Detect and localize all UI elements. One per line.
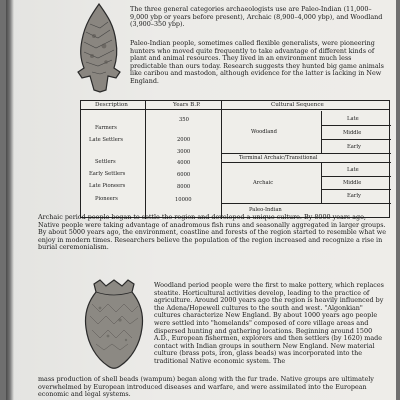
desc-farmers: Farmers [95, 125, 117, 131]
header-cultural-sequence: Cultural Sequence [271, 102, 324, 108]
year-8000: 8000 [177, 184, 191, 190]
woodland-late: Late [347, 116, 359, 122]
header-description: Description [95, 102, 128, 108]
document-page [6, 0, 396, 400]
archaic-bottom-line [221, 203, 391, 204]
year-6000: 6000 [177, 172, 191, 178]
archaic-early: Early [347, 193, 361, 199]
closing-paragraph: mass production of shell beads (wampum) began along with the fur trade. Native groups are ultimately overwhelmed by European introduced diseases and warfare, and were assimilated into the European economic and legal systems. [38, 375, 374, 399]
projectile-point-illustration [76, 2, 122, 94]
woodland-middle: Middle [343, 130, 362, 136]
desc-late-pioneers: Late Pioneers [89, 183, 126, 189]
archaic-sub-divider [321, 163, 322, 203]
page-edge-shadow [6, 0, 14, 400]
chronology-table [80, 100, 390, 218]
year-350: 350 [179, 117, 189, 123]
desc-settlers: Settlers [95, 159, 116, 165]
woodland-period-paragraph: Woodland period people were the first to make pottery, which replaces steatite. Horticultural activities develop, leading to the practice of agriculture. Around 2000 years ago the region is heavily influenced by the Adena/Hopewell cultures to the south and west. "Algonkian" cultures characterize New England. By about 1000 years ago people were settled into "homelands" composed of core village areas and dispersed hunting and gathering locations. Beginning around 1500 A.D., European fishermen, explorers and then settlers (by 1620) made contact with Indian groups in southern New England. New material culture (brass pots, iron, glass beads) was incorporated into the traditional Native economic system. The [154, 281, 384, 365]
year-2000: 2000 [177, 137, 191, 143]
archaic-middle-line [321, 189, 391, 190]
woodland-sub-divider [321, 111, 322, 153]
terminal-bottom-line [221, 162, 391, 163]
pottery-vessel-illustration [80, 278, 148, 372]
archaic-middle: Middle [343, 180, 362, 186]
period-archaic: Archaic [253, 180, 274, 186]
woodland-bottom-line [221, 153, 391, 154]
table-header [81, 101, 389, 110]
archaic-late-line [321, 176, 391, 177]
header-years: Years B.P. [173, 102, 201, 108]
period-paleo-indian: Paleo-Indian [249, 207, 282, 213]
woodland-late-line [321, 125, 391, 126]
col-divider-1 [145, 101, 146, 219]
period-terminal-archaic: Terminal Archaic/Transitional [239, 155, 318, 161]
archaic-late: Late [347, 167, 359, 173]
year-4000: 4000 [177, 160, 191, 166]
intro-categories-paragraph: The three general categories archaeologists use are Paleo-Indian (11,000–9,000 ybp or years before present), Archaic (8,900–4,000 ybp), and Woodland (3,900–350 ybp). [130, 5, 383, 29]
desc-pioneers: Pioneers [95, 196, 118, 202]
archaic-period-paragraph: Archaic period people began to settle the region and developed a unique culture. By 8000 years ago, Native people were taking advantage of anadromous fish runs and seasonally aggregated in larger groups. By about 5000 years ago, the environment, coastline and forests of the region started to resemble what we enjoy in modern times. Researchers believe the population of the region increased and recognize a rise in burial ceremonialism. [38, 213, 386, 252]
desc-late-settlers: Late Settlers [89, 137, 124, 143]
woodland-middle-line [321, 139, 391, 140]
year-3000: 3000 [177, 149, 191, 155]
woodland-early: Early [347, 144, 361, 150]
col-divider-2 [221, 101, 222, 219]
desc-early-settlers: Early Settlers [89, 171, 126, 177]
paleo-indian-paragraph: Paleo-Indian people, sometimes called flexible generalists, were pioneering hunters who moved quite frequently to take advantage of different kinds of plant and animal resources. They lived in an environment much less predictable than ours today. Research suggests they hunted big game animals like caribou and mastodon, although evidence for the latter is lacking in New England. [130, 39, 384, 85]
period-woodland: Woodland [251, 129, 277, 135]
year-10000: 10000 [175, 197, 192, 203]
